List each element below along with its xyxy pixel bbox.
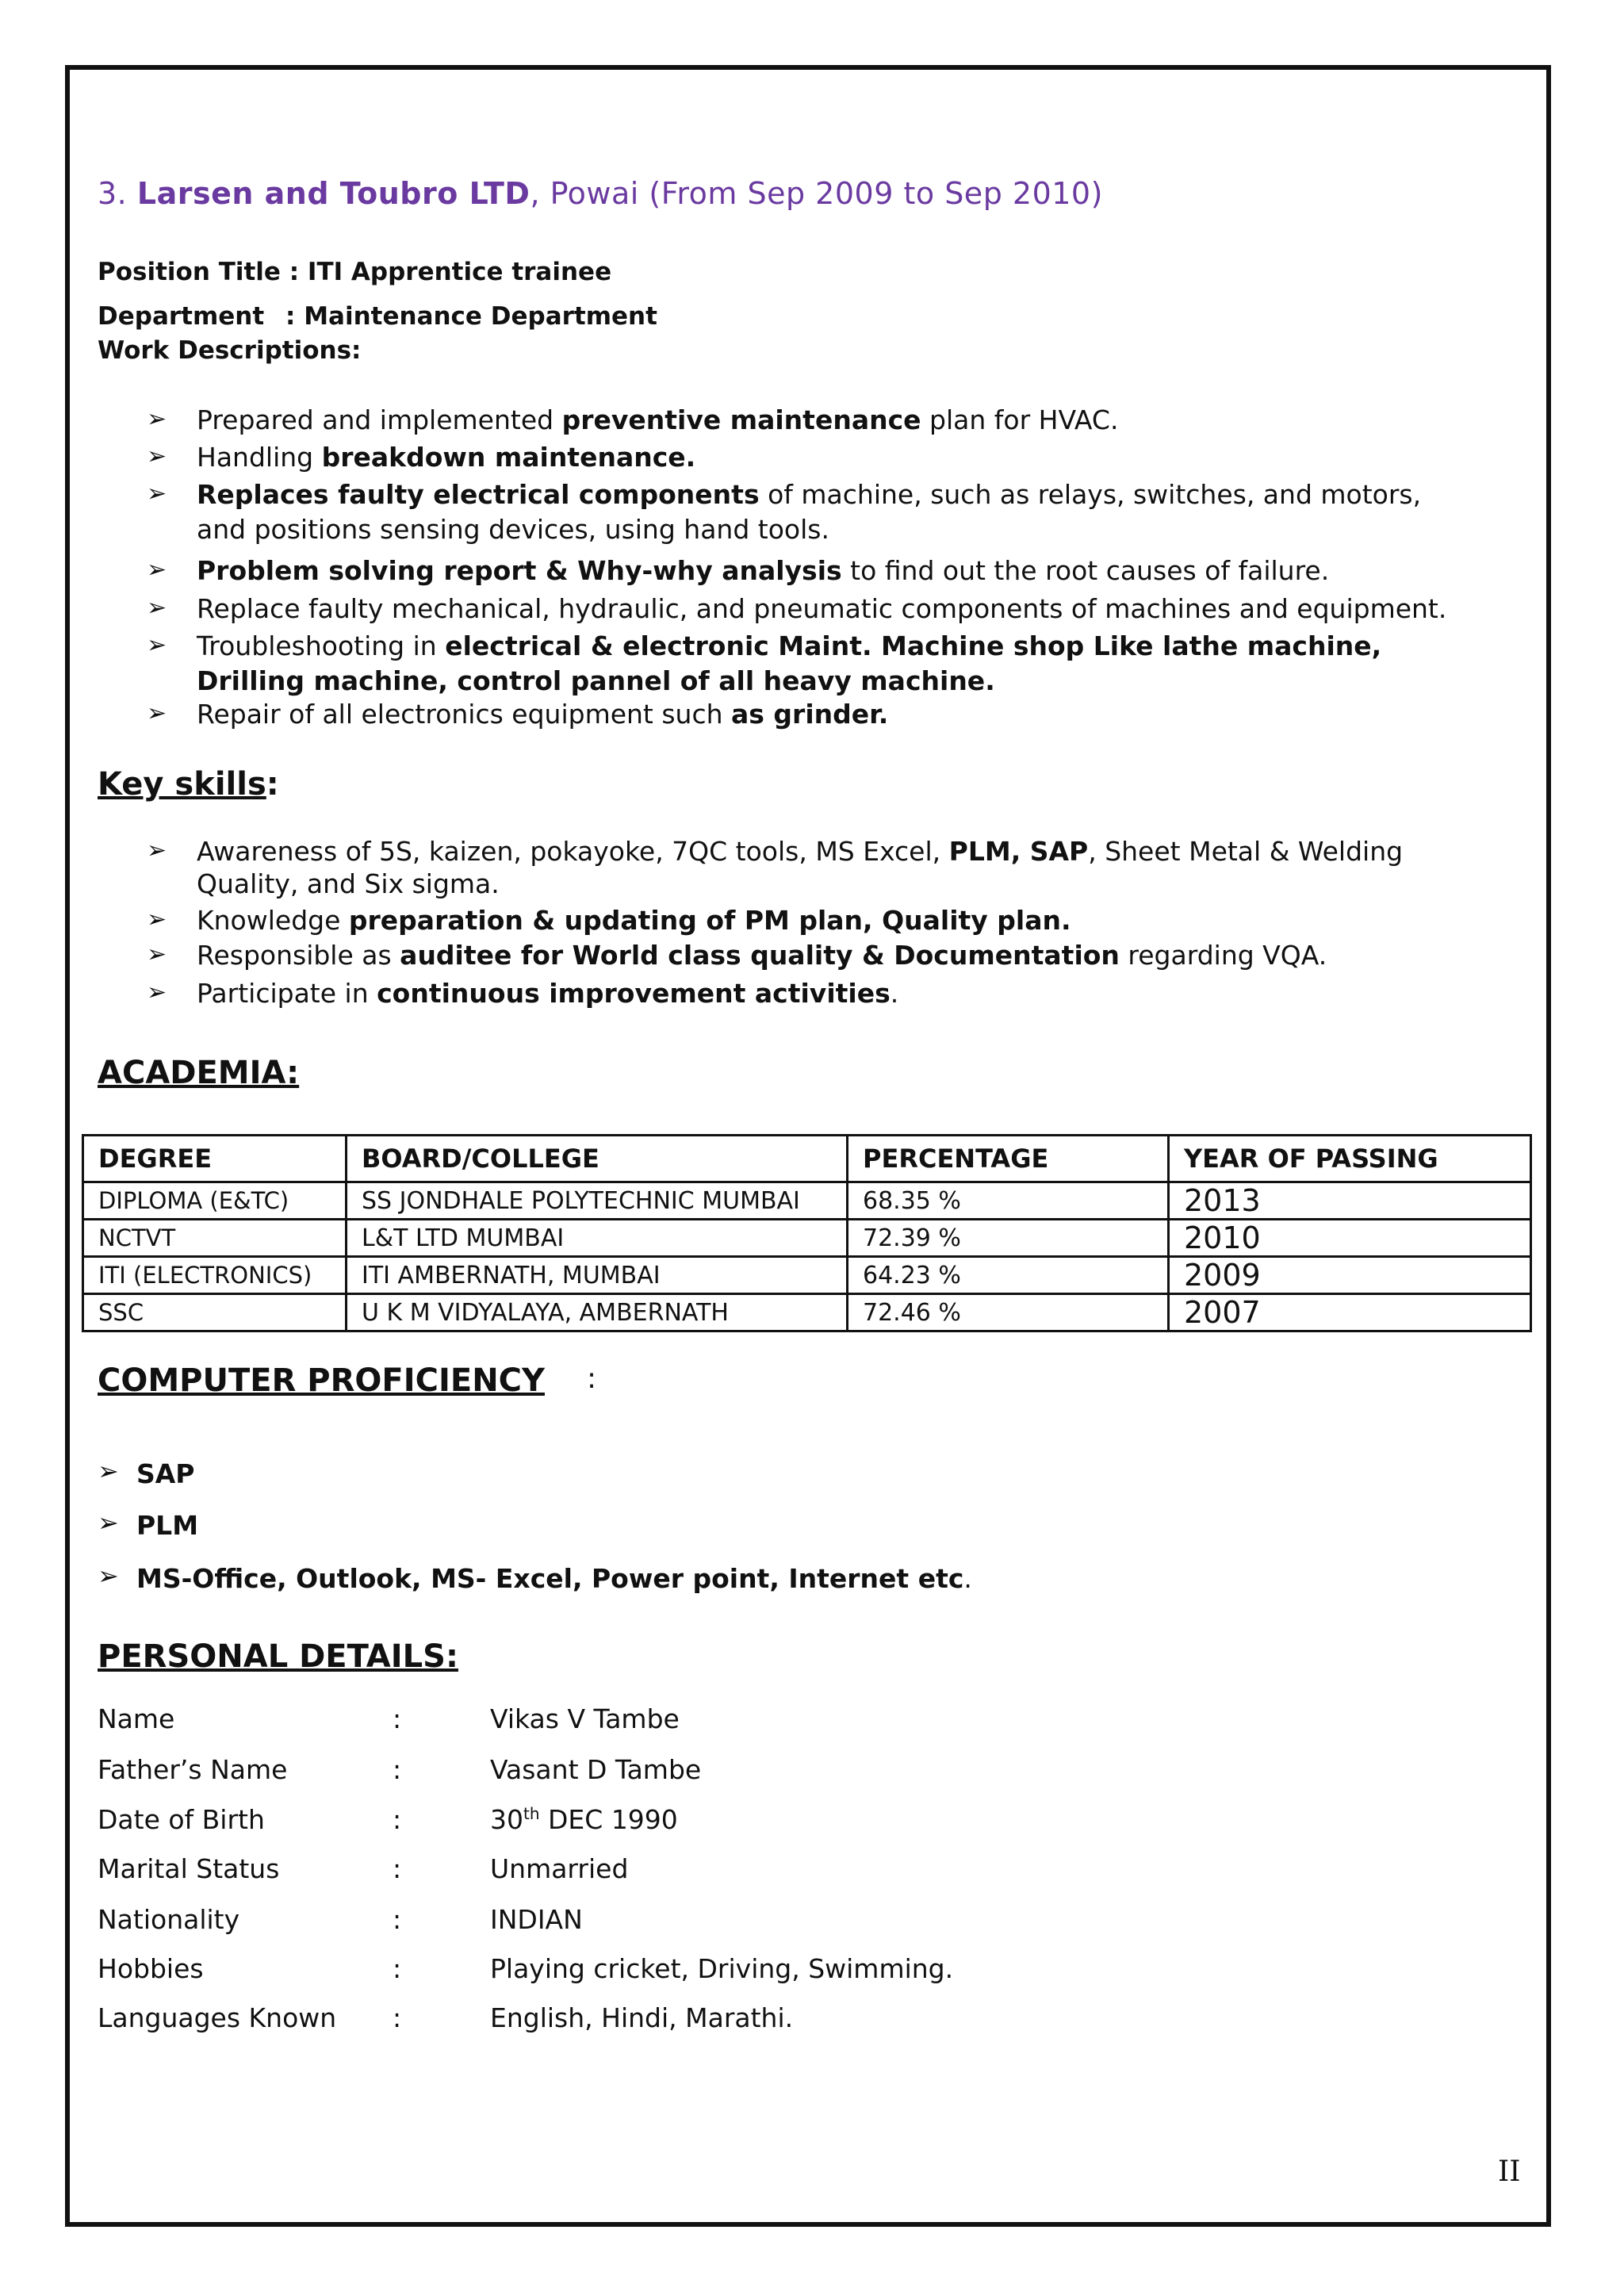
academia-heading: ACADEMIA: (98, 1055, 300, 1091)
personal-value (490, 1804, 678, 1835)
personal-value (490, 1953, 953, 1984)
job-title-line (98, 176, 1103, 211)
computer-item (136, 1562, 972, 1596)
bullet-text: and positions sensing devices, using hand tools. (197, 514, 829, 545)
table-cell: SSC (83, 1294, 347, 1331)
arrow-bullet-icon: ➢ (147, 556, 167, 584)
table-cell: 2013 (1169, 1182, 1531, 1220)
table-cell: 2007 (1169, 1294, 1531, 1331)
bullet-item (197, 592, 1446, 626)
personal-heading: PERSONAL DETAILS: (98, 1638, 458, 1675)
personal-label: Hobbies (98, 1953, 204, 1984)
arrow-bullet-icon: ➢ (147, 941, 167, 968)
personal-label: Marital Status (98, 1853, 280, 1884)
table-header-cell: DEGREE (83, 1136, 347, 1182)
bullet-item-continuation (197, 868, 500, 901)
table-cell: ITI AMBERNATH, MUMBAI (347, 1257, 848, 1294)
table-cell: 64.23 % (848, 1257, 1169, 1294)
table-cell: L&T LTD MUMBAI (347, 1220, 848, 1257)
academia-table (82, 1134, 1532, 1332)
table-cell: ITI (ELECTRONICS) (83, 1257, 347, 1294)
job-location-dates: , Powai (From Sep 2009 to Sep 2010) (530, 176, 1103, 211)
bullet-text: Knowledge (197, 905, 349, 936)
department-value: : Maintenance Department (285, 302, 657, 331)
bullet-item (197, 939, 1327, 972)
page-number: II (1498, 2155, 1521, 2188)
personal-value-text: Vasant D Tambe (490, 1754, 702, 1785)
computer-item-text: MS-Office, Outlook, MS- Excel, Power point, Internet etc (136, 1563, 964, 1594)
bullet-item (197, 904, 1071, 937)
work-descriptions-label: Work Descriptions: (98, 336, 362, 365)
arrow-bullet-icon: ➢ (98, 1561, 119, 1591)
personal-separator: : (393, 1904, 402, 1935)
bullet-item-continuation (197, 665, 995, 698)
personal-separator: : (393, 1754, 402, 1785)
arrow-bullet-icon: ➢ (147, 631, 167, 659)
personal-value (490, 1703, 680, 1734)
key-skills-colon: : (266, 766, 279, 803)
computer-heading: COMPUTER PROFICIENCY (98, 1362, 545, 1399)
arrow-bullet-icon: ➢ (147, 699, 167, 727)
table-cell: U K M VIDYALAYA, AMBERNATH (347, 1294, 848, 1331)
table-cell: 2009 (1169, 1257, 1531, 1294)
personal-value (490, 2002, 793, 2033)
arrow-bullet-icon: ➢ (147, 480, 167, 508)
personal-separator: : (393, 2002, 402, 2033)
bullet-item (197, 478, 1421, 511)
bullet-bold-text: Problem solving report & Why-why analysis (197, 555, 842, 586)
arrow-bullet-icon: ➢ (147, 979, 167, 1006)
academia-header-row (83, 1136, 1531, 1182)
personal-label: Languages Known (98, 2002, 337, 2033)
table-row (83, 1182, 1531, 1220)
position-title: Position Title : ITI Apprentice trainee (98, 258, 612, 286)
department-label: Department (98, 302, 265, 331)
personal-value-text: INDIAN (490, 1904, 583, 1935)
table-cell: NCTVT (83, 1220, 347, 1257)
bullet-text: Quality, and Six sigma. (197, 868, 500, 899)
personal-value-sup: th (523, 1804, 540, 1823)
table-row (83, 1257, 1531, 1294)
bullet-item (197, 698, 888, 731)
computer-item-text: PLM (136, 1510, 199, 1541)
arrow-bullet-icon: ➢ (147, 837, 167, 864)
table-row (83, 1220, 1531, 1257)
table-cell: 72.39 % (848, 1220, 1169, 1257)
table-cell: 68.35 % (848, 1182, 1169, 1220)
table-cell: 2010 (1169, 1220, 1531, 1257)
computer-item (136, 1458, 195, 1491)
bullet-item (197, 835, 1403, 868)
company-name: Larsen and Toubro LTD (136, 176, 530, 211)
job-number: 3. (98, 176, 128, 211)
arrow-bullet-icon: ➢ (147, 906, 167, 933)
personal-label: Nationality (98, 1904, 240, 1935)
computer-item (136, 1509, 198, 1542)
bullet-text: Prepared and implemented (197, 404, 562, 435)
key-skills-heading-text: Key skills (98, 766, 266, 803)
bullet-text: , Sheet Metal & Welding (1088, 836, 1404, 867)
arrow-bullet-icon: ➢ (98, 1456, 119, 1486)
bullet-text: Handling (197, 442, 322, 473)
personal-value-text: Vikas V Tambe (490, 1703, 680, 1734)
table-cell: SS JONDHALE POLYTECHNIC MUMBAI (347, 1182, 848, 1220)
table-header-cell: BOARD/COLLEGE (347, 1136, 848, 1182)
arrow-bullet-icon: ➢ (147, 405, 167, 433)
bullet-text: Replace faulty mechanical, hydraulic, and pneumatic components of machines and equipment. (197, 593, 1447, 624)
bullet-bold-text: continuous improvement activities (377, 978, 891, 1009)
bullet-bold-text: as grinder. (731, 699, 889, 730)
personal-label: Father’s Name (98, 1754, 288, 1785)
personal-label: Name (98, 1703, 175, 1734)
personal-value-text: 30 (490, 1804, 523, 1835)
bullet-text: Awareness of 5S, kaizen, pokayoke, 7QC tools, MS Excel, (197, 836, 949, 867)
table-cell: DIPLOMA (E&TC) (83, 1182, 347, 1220)
personal-value-text: Playing cricket, Driving, Swimming. (490, 1953, 954, 1984)
bullet-item (197, 441, 695, 474)
bullet-text: of machine, such as relays, switches, and motors, (759, 479, 1422, 510)
bullet-item (197, 630, 1381, 663)
personal-value (490, 1853, 628, 1884)
bullet-text: to find out the root causes of failure. (841, 555, 1330, 586)
table-row (83, 1294, 1531, 1331)
computer-heading-colon: : (587, 1362, 597, 1395)
bullet-bold-text: preparation & updating of PM plan, Quality plan. (348, 905, 1071, 936)
computer-item-suffix: . (963, 1563, 972, 1594)
bullet-item (197, 554, 1329, 588)
bullet-text: Participate in (197, 978, 377, 1009)
bullet-text: regarding VQA. (1119, 940, 1327, 971)
bullet-text: Responsible as (197, 940, 400, 971)
personal-value-text: English, Hindi, Marathi. (490, 2002, 794, 2033)
bullet-bold-text: electrical & electronic Maint. Machine shop Like lathe machine, (445, 630, 1382, 661)
bullet-text: . (890, 978, 899, 1009)
bullet-bold-text: Replaces faulty electrical components (197, 479, 760, 510)
arrow-bullet-icon: ➢ (147, 594, 167, 622)
academia-table-body (83, 1182, 1531, 1331)
bullet-text: Troubleshooting in (197, 630, 446, 661)
bullet-item (197, 977, 898, 1010)
computer-item-text: SAP (136, 1458, 195, 1489)
arrow-bullet-icon: ➢ (98, 1508, 119, 1538)
bullet-text: plan for HVAC. (921, 404, 1119, 435)
personal-value (490, 1904, 583, 1935)
table-header-cell: PERCENTAGE (848, 1136, 1169, 1182)
bullet-bold-text: Drilling machine, control pannel of all heavy machine. (197, 665, 995, 696)
personal-separator: : (393, 1703, 402, 1734)
personal-value-text: Unmarried (490, 1853, 629, 1884)
arrow-bullet-icon: ➢ (147, 443, 167, 470)
table-header-cell: YEAR OF PASSING (1169, 1136, 1531, 1182)
personal-label: Date of Birth (98, 1804, 265, 1835)
personal-value (490, 1754, 701, 1785)
bullet-item (197, 404, 1118, 437)
personal-value-text: DEC 1990 (539, 1804, 678, 1835)
bullet-text: Repair of all electronics equipment such (197, 699, 732, 730)
bullet-bold-text: auditee for World class quality & Documentation (400, 940, 1120, 971)
personal-separator: : (393, 1853, 402, 1884)
bullet-bold-text: breakdown maintenance. (321, 442, 696, 473)
bullet-item-continuation (197, 513, 829, 546)
bullet-bold-text: PLM, SAP (948, 836, 1089, 867)
table-cell: 72.46 % (848, 1294, 1169, 1331)
key-skills-heading (98, 766, 279, 803)
personal-separator: : (393, 1804, 402, 1835)
bullet-bold-text: preventive maintenance (561, 404, 921, 435)
personal-separator: : (393, 1953, 402, 1984)
